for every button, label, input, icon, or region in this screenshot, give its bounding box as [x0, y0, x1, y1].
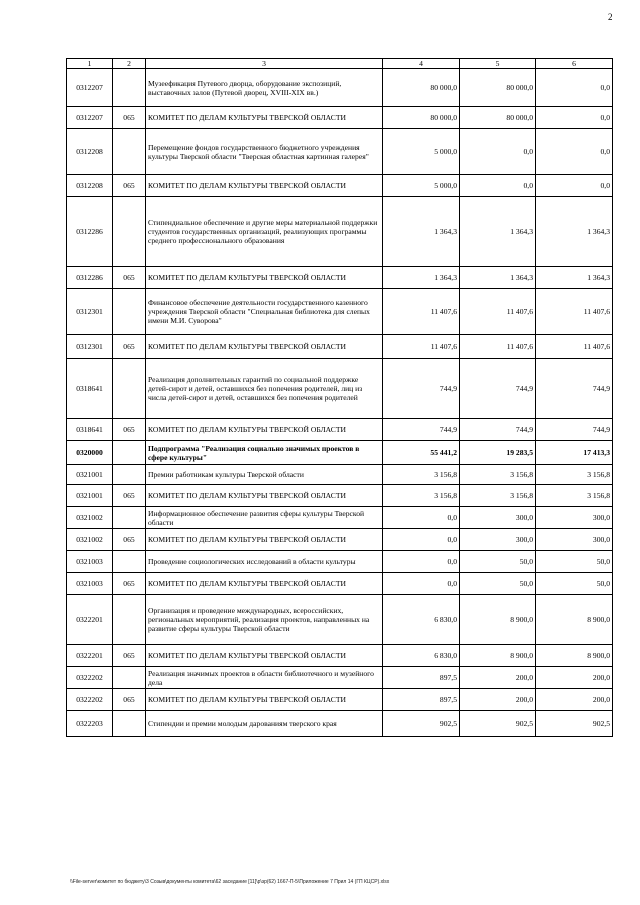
description-cell: КОМИТЕТ ПО ДЕЛАМ КУЛЬТУРЫ ТВЕРСКОЙ ОБЛАСТИ	[146, 175, 383, 197]
header-col-6: 6	[536, 59, 613, 69]
code-cell: 0321002	[67, 529, 113, 551]
amount-col4-cell: 897,5	[383, 689, 460, 711]
amount-col4-cell: 5 000,0	[383, 175, 460, 197]
description-cell: Музеефикация Путевого дворца, оборудование экспозиций, выставочных залов (Путевой дворец, XVIII-XIX вв.)	[146, 69, 383, 107]
table-row	[67, 573, 613, 595]
amount-col5-cell: 1 364,3	[460, 267, 536, 289]
amount-col6-cell: 1 364,3	[536, 267, 613, 289]
amount-col6-cell: 0,0	[536, 175, 613, 197]
admin-code-cell: 065	[113, 573, 146, 595]
amount-col4-cell: 744,9	[383, 359, 460, 419]
table-row	[67, 441, 613, 465]
table-row	[67, 645, 613, 667]
table-row	[67, 175, 613, 197]
code-cell: 0312286	[67, 267, 113, 289]
table-row	[67, 689, 613, 711]
code-cell: 0312208	[67, 129, 113, 175]
code-cell: 0321003	[67, 573, 113, 595]
amount-col4-cell: 897,5	[383, 667, 460, 689]
table-row	[67, 419, 613, 441]
description-cell: Информационное обеспечение развития сферы культуры Тверской области	[146, 507, 383, 529]
amount-col4-cell: 55 441,2	[383, 441, 460, 465]
admin-code-cell: 065	[113, 175, 146, 197]
amount-col6-cell: 11 407,6	[536, 289, 613, 335]
amount-col6-cell: 200,0	[536, 667, 613, 689]
amount-col5-cell: 3 156,8	[460, 485, 536, 507]
admin-code-cell	[113, 441, 146, 465]
admin-code-cell: 065	[113, 267, 146, 289]
amount-col6-cell: 3 156,8	[536, 465, 613, 485]
header-col-5: 5	[460, 59, 536, 69]
amount-col6-cell: 0,0	[536, 129, 613, 175]
table-row	[67, 667, 613, 689]
table-row	[67, 69, 613, 107]
admin-code-cell	[113, 129, 146, 175]
amount-col5-cell: 8 900,0	[460, 645, 536, 667]
amount-col4-cell: 11 407,6	[383, 335, 460, 359]
amount-col5-cell: 300,0	[460, 529, 536, 551]
table-row	[67, 129, 613, 175]
code-cell: 0322202	[67, 667, 113, 689]
amount-col5-cell: 8 900,0	[460, 595, 536, 645]
table-row	[67, 107, 613, 129]
code-cell: 0312301	[67, 335, 113, 359]
amount-col6-cell: 50,0	[536, 573, 613, 595]
code-cell: 0322201	[67, 595, 113, 645]
code-cell: 0320000	[67, 441, 113, 465]
admin-code-cell	[113, 595, 146, 645]
code-cell: 0322201	[67, 645, 113, 667]
code-cell: 0322203	[67, 711, 113, 737]
code-cell: 0318641	[67, 359, 113, 419]
amount-col5-cell: 11 407,6	[460, 335, 536, 359]
amount-col5-cell: 50,0	[460, 573, 536, 595]
amount-col5-cell: 19 283,5	[460, 441, 536, 465]
amount-col5-cell: 1 364,3	[460, 197, 536, 267]
amount-col6-cell: 300,0	[536, 507, 613, 529]
admin-code-cell	[113, 507, 146, 529]
code-cell: 0318641	[67, 419, 113, 441]
admin-code-cell: 065	[113, 689, 146, 711]
description-cell: Стипендиальное обеспечение и другие меры материальной поддержки студентов государственных организаций, реализующих программы среднего профессионального образования	[146, 197, 383, 267]
table-row	[67, 507, 613, 529]
description-cell: Перемещение фондов государственного бюджетного учреждения культуры Тверской области "Тверская областная картинная галерея"	[146, 129, 383, 175]
description-cell: КОМИТЕТ ПО ДЕЛАМ КУЛЬТУРЫ ТВЕРСКОЙ ОБЛАСТИ	[146, 573, 383, 595]
amount-col5-cell: 80 000,0	[460, 69, 536, 107]
description-cell: Проведение социологических исследований в области культуры	[146, 551, 383, 573]
amount-col4-cell: 744,9	[383, 419, 460, 441]
amount-col6-cell: 744,9	[536, 419, 613, 441]
admin-code-cell	[113, 69, 146, 107]
admin-code-cell	[113, 551, 146, 573]
description-cell: Реализация значимых проектов в области библиотечного и музейного дела	[146, 667, 383, 689]
table-row	[67, 289, 613, 335]
admin-code-cell: 065	[113, 645, 146, 667]
description-cell: Подпрограмма "Реализация социально значимых проектов в сфере культуры"	[146, 441, 383, 465]
header-col-2: 2	[113, 59, 146, 69]
amount-col5-cell: 200,0	[460, 667, 536, 689]
amount-col6-cell: 50,0	[536, 551, 613, 573]
code-cell: 0321002	[67, 507, 113, 529]
table-header	[67, 59, 613, 69]
description-cell: КОМИТЕТ ПО ДЕЛАМ КУЛЬТУРЫ ТВЕРСКОЙ ОБЛАСТИ	[146, 689, 383, 711]
page-number: 2	[608, 12, 613, 22]
admin-code-cell	[113, 197, 146, 267]
description-cell: КОМИТЕТ ПО ДЕЛАМ КУЛЬТУРЫ ТВЕРСКОЙ ОБЛАСТИ	[146, 645, 383, 667]
admin-code-cell	[113, 359, 146, 419]
code-cell: 0312208	[67, 175, 113, 197]
amount-col4-cell: 6 830,0	[383, 595, 460, 645]
budget-table	[66, 58, 613, 737]
description-cell: Стипендии и премии молодым дарованиям тверского края	[146, 711, 383, 737]
amount-col4-cell: 6 830,0	[383, 645, 460, 667]
admin-code-cell	[113, 289, 146, 335]
header-col-1: 1	[67, 59, 113, 69]
amount-col4-cell: 0,0	[383, 529, 460, 551]
amount-col5-cell: 744,9	[460, 359, 536, 419]
admin-code-cell: 065	[113, 335, 146, 359]
amount-col5-cell: 902,5	[460, 711, 536, 737]
amount-col5-cell: 11 407,6	[460, 289, 536, 335]
code-cell: 0312207	[67, 69, 113, 107]
table-row	[67, 335, 613, 359]
amount-col5-cell: 744,9	[460, 419, 536, 441]
description-cell: Организация и проведение международных, всероссийских, региональных мероприятий, реализация проектов, направленных на развитие сферы культуры Тверской области	[146, 595, 383, 645]
code-cell: 0312301	[67, 289, 113, 335]
amount-col6-cell: 3 156,8	[536, 485, 613, 507]
amount-col4-cell: 0,0	[383, 573, 460, 595]
code-cell: 0322202	[67, 689, 113, 711]
amount-col6-cell: 11 407,6	[536, 335, 613, 359]
description-cell: КОМИТЕТ ПО ДЕЛАМ КУЛЬТУРЫ ТВЕРСКОЙ ОБЛАСТИ	[146, 485, 383, 507]
amount-col5-cell: 200,0	[460, 689, 536, 711]
amount-col4-cell: 902,5	[383, 711, 460, 737]
header-col-4: 4	[383, 59, 460, 69]
amount-col6-cell: 8 900,0	[536, 645, 613, 667]
admin-code-cell: 065	[113, 107, 146, 129]
table-row	[67, 485, 613, 507]
admin-code-cell: 065	[113, 419, 146, 441]
description-cell: Премии работникам культуры Тверской области	[146, 465, 383, 485]
amount-col6-cell: 17 413,3	[536, 441, 613, 465]
amount-col6-cell: 0,0	[536, 107, 613, 129]
description-cell: Реализация дополнительных гарантий по социальной поддержке детей-сирот и детей, оставшихся без попечения родителей, лиц из числа детей-сирот и детей, оставшихся без попечения родителей	[146, 359, 383, 419]
description-cell: КОМИТЕТ ПО ДЕЛАМ КУЛЬТУРЫ ТВЕРСКОЙ ОБЛАСТИ	[146, 529, 383, 551]
table-row	[67, 711, 613, 737]
table-row	[67, 595, 613, 645]
amount-col6-cell: 1 364,3	[536, 197, 613, 267]
amount-col5-cell: 3 156,8	[460, 465, 536, 485]
amount-col4-cell: 80 000,0	[383, 69, 460, 107]
table-row	[67, 529, 613, 551]
amount-col5-cell: 300,0	[460, 507, 536, 529]
amount-col4-cell: 1 364,3	[383, 267, 460, 289]
amount-col4-cell: 1 364,3	[383, 197, 460, 267]
description-cell: Финансовое обеспечение деятельности государственного казенного учреждения Тверской области "Специальная библиотека для слепых имени М.И. Суворова"	[146, 289, 383, 335]
amount-col6-cell: 8 900,0	[536, 595, 613, 645]
description-cell: КОМИТЕТ ПО ДЕЛАМ КУЛЬТУРЫ ТВЕРСКОЙ ОБЛАСТИ	[146, 267, 383, 289]
amount-col5-cell: 0,0	[460, 129, 536, 175]
admin-code-cell	[113, 711, 146, 737]
amount-col6-cell: 744,9	[536, 359, 613, 419]
amount-col6-cell: 0,0	[536, 69, 613, 107]
admin-code-cell	[113, 667, 146, 689]
amount-col4-cell: 0,0	[383, 507, 460, 529]
table-row	[67, 551, 613, 573]
amount-col4-cell: 5 000,0	[383, 129, 460, 175]
amount-col5-cell: 0,0	[460, 175, 536, 197]
table-body	[67, 69, 613, 737]
file-path-footer: \\File-server\комитет по бюджету\3 Созыв\документы комитета\62 заседание [11]\р\зр(62) 1667-П-5\Приложение 7 Прил 14 (ГП КЦСР).xlsx	[70, 879, 390, 885]
amount-col4-cell: 11 407,6	[383, 289, 460, 335]
code-cell: 0321001	[67, 465, 113, 485]
code-cell: 0321003	[67, 551, 113, 573]
table-row	[67, 197, 613, 267]
description-cell: КОМИТЕТ ПО ДЕЛАМ КУЛЬТУРЫ ТВЕРСКОЙ ОБЛАСТИ	[146, 335, 383, 359]
table-row	[67, 267, 613, 289]
description-cell: КОМИТЕТ ПО ДЕЛАМ КУЛЬТУРЫ ТВЕРСКОЙ ОБЛАСТИ	[146, 107, 383, 129]
admin-code-cell	[113, 465, 146, 485]
table-row	[67, 465, 613, 485]
amount-col6-cell: 200,0	[536, 689, 613, 711]
admin-code-cell: 065	[113, 529, 146, 551]
code-cell: 0312286	[67, 197, 113, 267]
amount-col4-cell: 3 156,8	[383, 485, 460, 507]
amount-col6-cell: 902,5	[536, 711, 613, 737]
description-cell: КОМИТЕТ ПО ДЕЛАМ КУЛЬТУРЫ ТВЕРСКОЙ ОБЛАСТИ	[146, 419, 383, 441]
amount-col5-cell: 50,0	[460, 551, 536, 573]
table-row	[67, 359, 613, 419]
header-col-3: 3	[146, 59, 383, 69]
amount-col4-cell: 0,0	[383, 551, 460, 573]
admin-code-cell: 065	[113, 485, 146, 507]
amount-col5-cell: 80 000,0	[460, 107, 536, 129]
code-cell: 0312207	[67, 107, 113, 129]
amount-col4-cell: 80 000,0	[383, 107, 460, 129]
code-cell: 0321001	[67, 485, 113, 507]
amount-col4-cell: 3 156,8	[383, 465, 460, 485]
amount-col6-cell: 300,0	[536, 529, 613, 551]
